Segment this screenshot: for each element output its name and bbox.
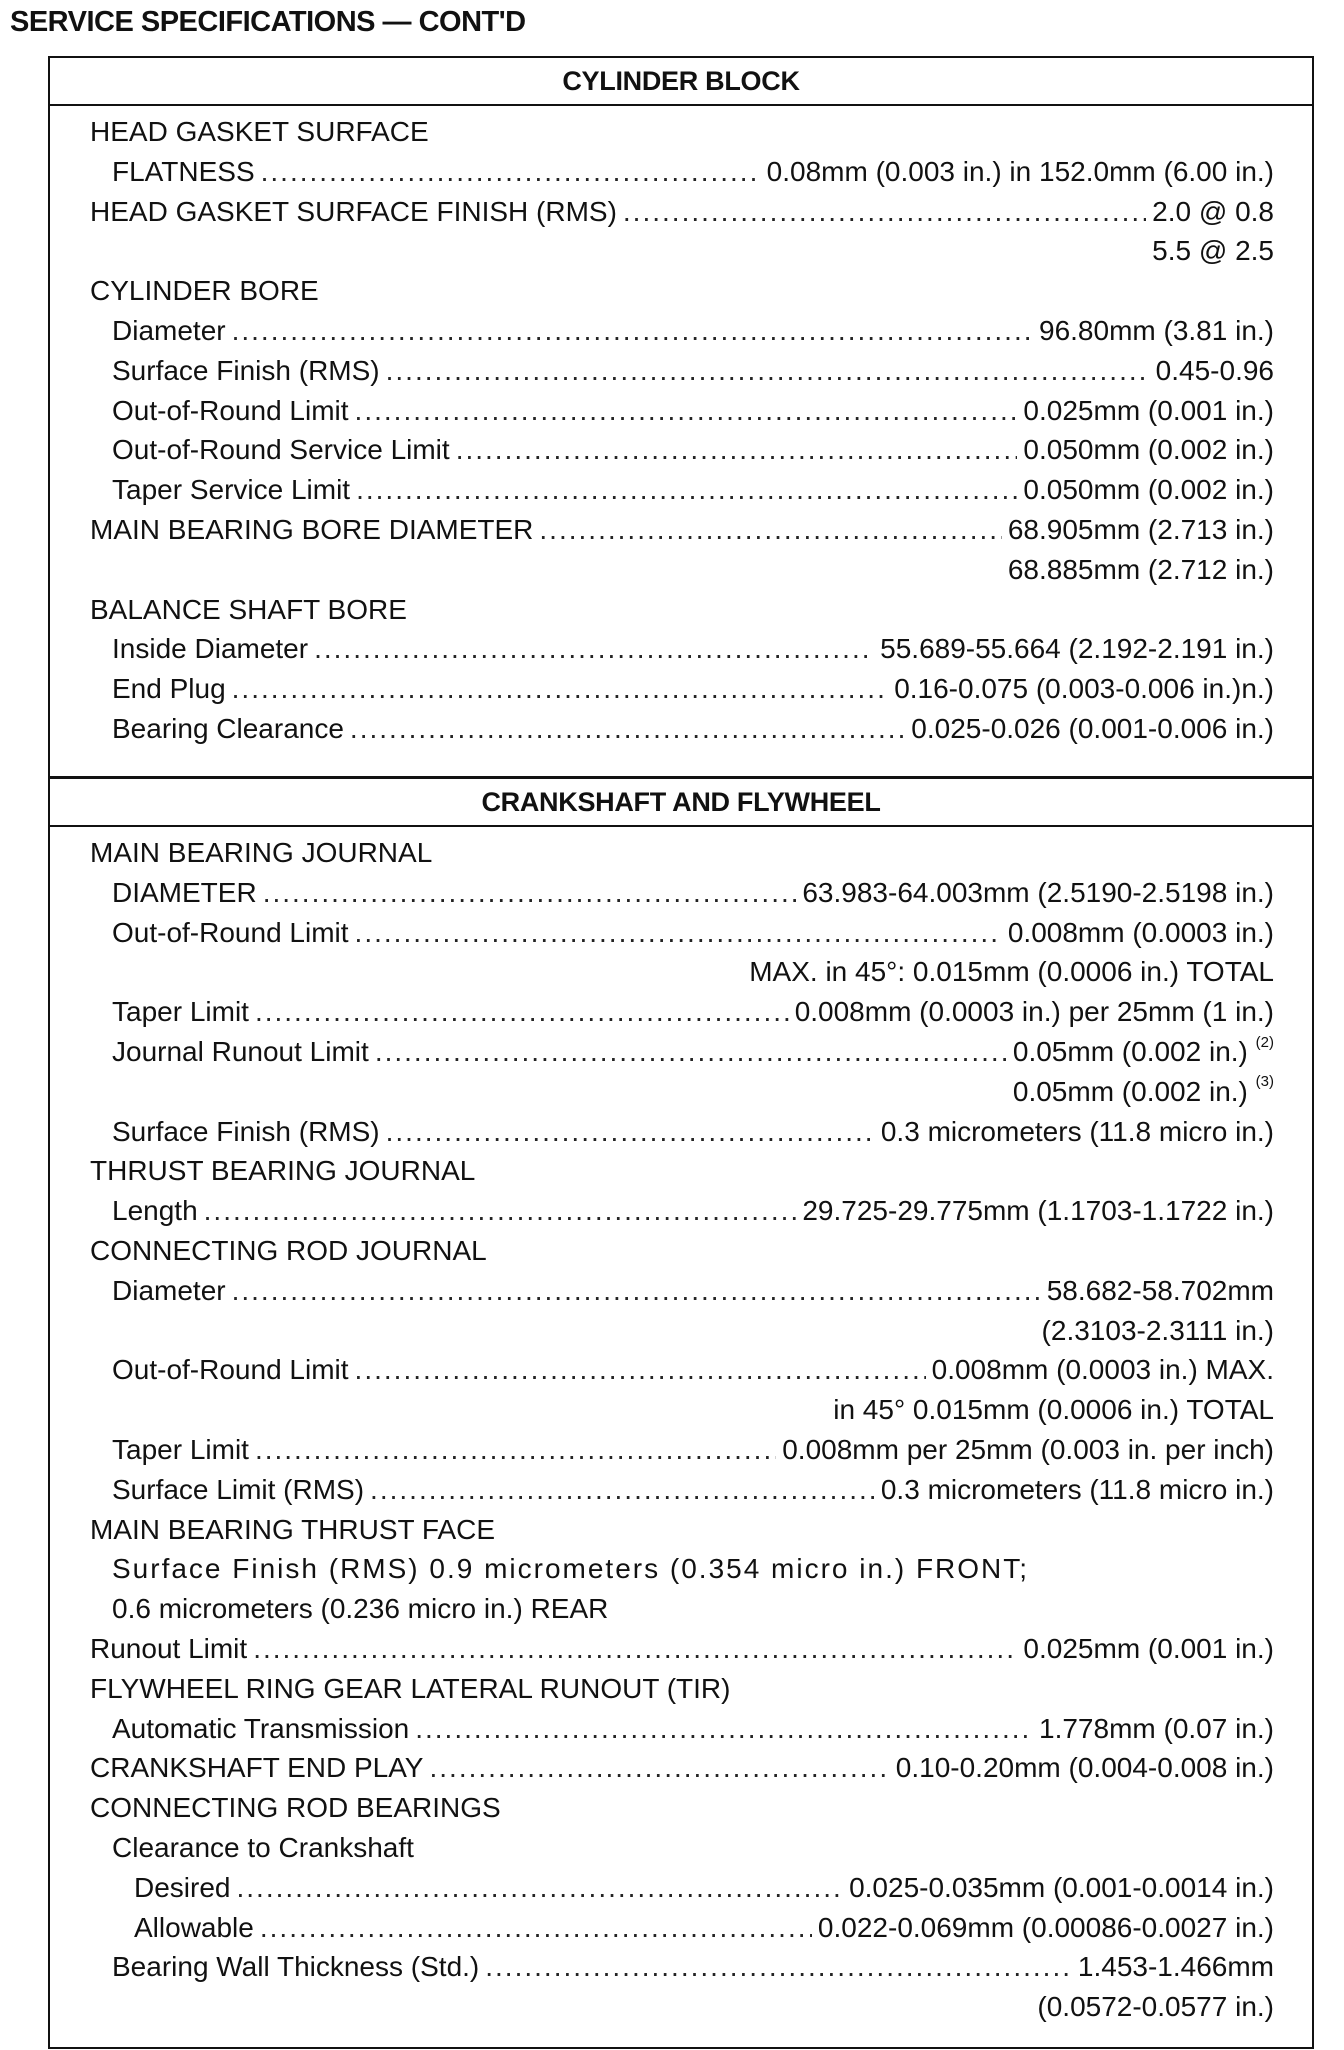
spec-group-heading: CYLINDER BORE: [90, 275, 319, 307]
footnote-ref: (2): [1255, 1033, 1274, 1051]
page-title: SERVICE SPECIFICATIONS — CONT'D: [10, 6, 526, 38]
spec-group-heading: BALANCE SHAFT BORE: [90, 593, 407, 625]
spec-continuation: (0.0572-0.0577 in.): [1037, 1991, 1274, 2023]
footnote-ref: (3): [1255, 1073, 1274, 1091]
spec-subgroup-heading: Clearance to Crankshaft: [112, 1831, 414, 1863]
spec-row: Diameter ..... 96.80mm (3.81 in.): [50, 311, 1312, 351]
spec-row: MAIN BEARING BORE DIAMETER ..... 68.905mm (2.713 in.): [50, 510, 1312, 550]
spec-row: Surface Finish (RMS) ..... 0.3 micrometers (11.8 micro in.): [50, 1112, 1312, 1152]
spec-list: [50, 106, 1312, 749]
spec-row: Allowable ..... 0.022-0.069mm (0.00086-0.0027 in.): [50, 1908, 1312, 1948]
section-heading: CRANKSHAFT AND FLYWHEEL: [50, 779, 1312, 827]
spec-group-heading: MAIN BEARING JOURNAL: [90, 837, 433, 868]
spec-group-heading: CONNECTING ROD JOURNAL: [90, 1234, 487, 1266]
spec-row: Inside Diameter ..... 55.689-55.664 (2.192-2.191 in.): [50, 629, 1312, 669]
spec-text-line: 0.6 micrometers (0.236 micro in.) REAR: [112, 1593, 609, 1625]
spec-text-line: Surface Finish (RMS) 0.9 micrometers (0.354 micro in.) FRONT;: [112, 1553, 1030, 1585]
spec-continuation: 5.5 @ 2.5: [1152, 235, 1274, 267]
spec-group-heading: THRUST BEARING JOURNAL: [90, 1155, 476, 1187]
spec-row: Out-of-Round Limit ..... 0.025mm (0.001 in.): [50, 391, 1312, 431]
spec-group-heading: CONNECTING ROD BEARINGS: [90, 1792, 501, 1824]
spec-row: Taper Limit ..... 0.008mm (0.0003 in.) per 25mm (1 in.): [50, 992, 1312, 1032]
spec-row: Surface Finish (RMS) ..... 0.45-0.96: [50, 351, 1312, 391]
spec-row: Automatic Transmission ..... 1.778mm (0.07 in.): [50, 1709, 1312, 1749]
section-cylinder-block: [48, 56, 1314, 778]
spec-row: Taper Service Limit ..... 0.050mm (0.002 in.): [50, 470, 1312, 510]
spec-row: CRANKSHAFT END PLAY ..... 0.10-0.20mm (0.004-0.008 in.): [50, 1748, 1312, 1788]
spec-continuation: in 45° 0.015mm (0.0006 in.) TOTAL: [833, 1394, 1274, 1426]
spec-row: Runout Limit ..... 0.025mm (0.001 in.): [50, 1629, 1312, 1669]
section-heading: CYLINDER BLOCK: [50, 58, 1312, 106]
spec-group-heading: FLYWHEEL RING GEAR LATERAL RUNOUT (TIR): [90, 1672, 731, 1704]
spec-row: Out-of-Round Service Limit ..... 0.050mm (0.002 in.): [50, 430, 1312, 470]
spec-row: Bearing Wall Thickness (Std.) ..... 1.453-1.466mm: [50, 1947, 1312, 1987]
spec-row: FLATNESS ..... 0.08mm (0.003 in.) in 152.0mm (6.00 in.): [50, 152, 1312, 192]
spec-row: Journal Runout Limit ..... 0.05mm (0.002 in.) $^{(2)}$: [50, 1032, 1312, 1072]
spec-group-heading: HEAD GASKET SURFACE: [90, 116, 429, 147]
spec-row: End Plug ..... 0.16-0.075 (0.003-0.006 in.)n.): [50, 669, 1312, 709]
spec-group-heading: MAIN BEARING THRUST FACE: [90, 1513, 496, 1545]
spec-continuation: 0.05mm (0.002 in.) $^{(3)}$: [1012, 1073, 1274, 1107]
spec-row: Bearing Clearance ..... 0.025-0.026 (0.001-0.006 in.): [50, 709, 1312, 749]
spec-list: [50, 827, 1312, 2027]
spec-row: Diameter ..... 58.682-58.702mm: [50, 1271, 1312, 1311]
spec-continuation: MAX. in 45°: 0.015mm (0.0006 in.) TOTAL: [749, 956, 1274, 988]
section-crankshaft-flywheel: [48, 777, 1314, 2049]
spec-continuation: 68.885mm (2.712 in.): [1007, 553, 1274, 585]
spec-row: DIAMETER ..... 63.983-64.003mm (2.5190-2.5198 in.): [50, 873, 1312, 913]
spec-row: Length ..... 29.725-29.775mm (1.1703-1.1722 in.): [50, 1191, 1312, 1231]
spec-row: Out-of-Round Limit ..... 0.008mm (0.0003 in.) MAX.: [50, 1350, 1312, 1390]
spec-row: Out-of-Round Limit ..... 0.008mm (0.0003 in.): [50, 913, 1312, 953]
spec-continuation: (2.3103-2.3111 in.): [1041, 1314, 1274, 1346]
spec-row: HEAD GASKET SURFACE FINISH (RMS) ..... 2.0 @ 0.8: [50, 192, 1312, 232]
spec-row: Taper Limit ..... 0.008mm per 25mm (0.003 in. per inch): [50, 1430, 1312, 1470]
spec-row: Desired ..... 0.025-0.035mm (0.001-0.0014 in.): [50, 1868, 1312, 1908]
spec-row: Surface Limit (RMS) ..... 0.3 micrometers (11.8 micro in.): [50, 1470, 1312, 1510]
